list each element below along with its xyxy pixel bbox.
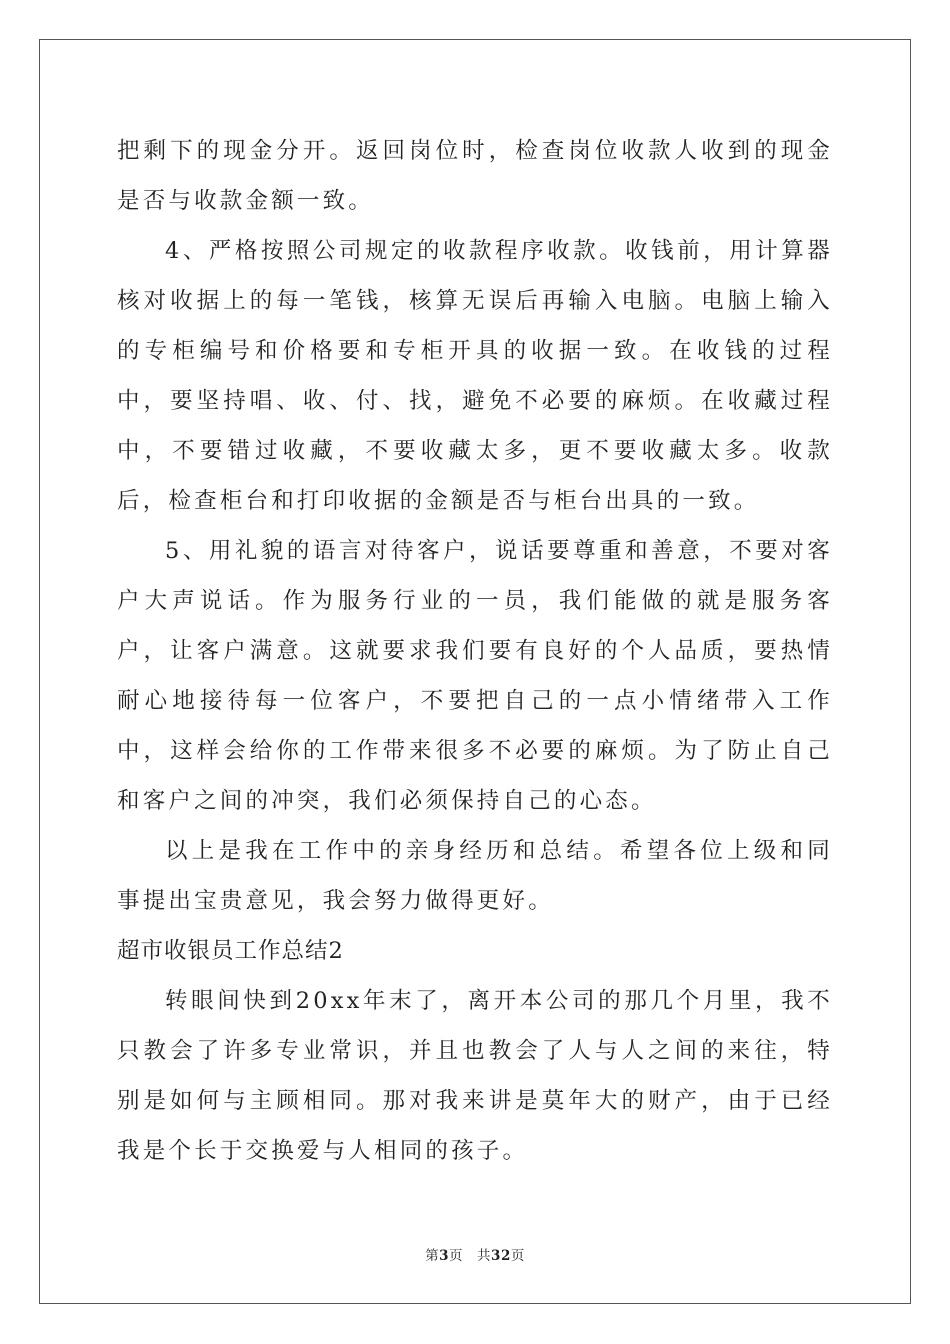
paragraph-item-4: 4、严格按照公司规定的收款程序收款。收钱前，用计算器核对收据上的每一笔钱，核算无误后再输入电脑。电脑上输入的专柜编号和价格要和专柜开具的收据一致。在收钱的过程中，要坚持唱、收、付、找，避免不必要的麻烦。在收藏过程中，不要错过收藏，不要收藏太多，更不要收藏太多。收款后，检查柜台和打印收据的金额是否与柜台出具的一致。 [117, 238, 833, 514]
paragraph-section-2-intro: 转眼间快到20xx年末了，离开本公司的那几个月里，我不只教会了许多专业常识，并且也教会了人与人之间的来往，特别是如何与主顾相同。那对我来讲是莫年大的财产，由于已经我是个长于交换爱与人相同的孩子。 [117, 988, 833, 1164]
document-body [117, 126, 833, 1176]
paragraph-cash-check: 把剩下的现金分开。返回岗位时，检查岗位收款人收到的现金是否与收款金额一致。 [117, 138, 833, 214]
footer-middle: 页 共 [449, 1248, 492, 1264]
footer-prefix: 第 [425, 1248, 440, 1264]
page-footer [0, 1244, 950, 1264]
paragraph-conclusion: 以上是我在工作中的亲身经历和总结。希望各位上级和同事提出宝贵意见，我会努力做得更好。 [117, 838, 833, 914]
section-title: 超市收银员工作总结2 [117, 938, 344, 964]
footer-page-number: 3 [439, 1248, 450, 1264]
footer-total-pages: 32 [491, 1248, 511, 1264]
paragraph-item-5: 5、用礼貌的语言对待客户，说话要尊重和善意，不要对客户大声说话。作为服务行业的一员，我们能做的就是服务客户，让客户满意。这就要求我们要有良好的个人品质，要热情耐心地接待每一位客户，不要把自己的一点小情绪带入工作中，这样会给你的工作带来很多不必要的麻烦。为了防止自己和客户之间的冲突，我们必须保持自己的心态。 [117, 538, 833, 814]
footer-suffix: 页 [510, 1248, 525, 1264]
